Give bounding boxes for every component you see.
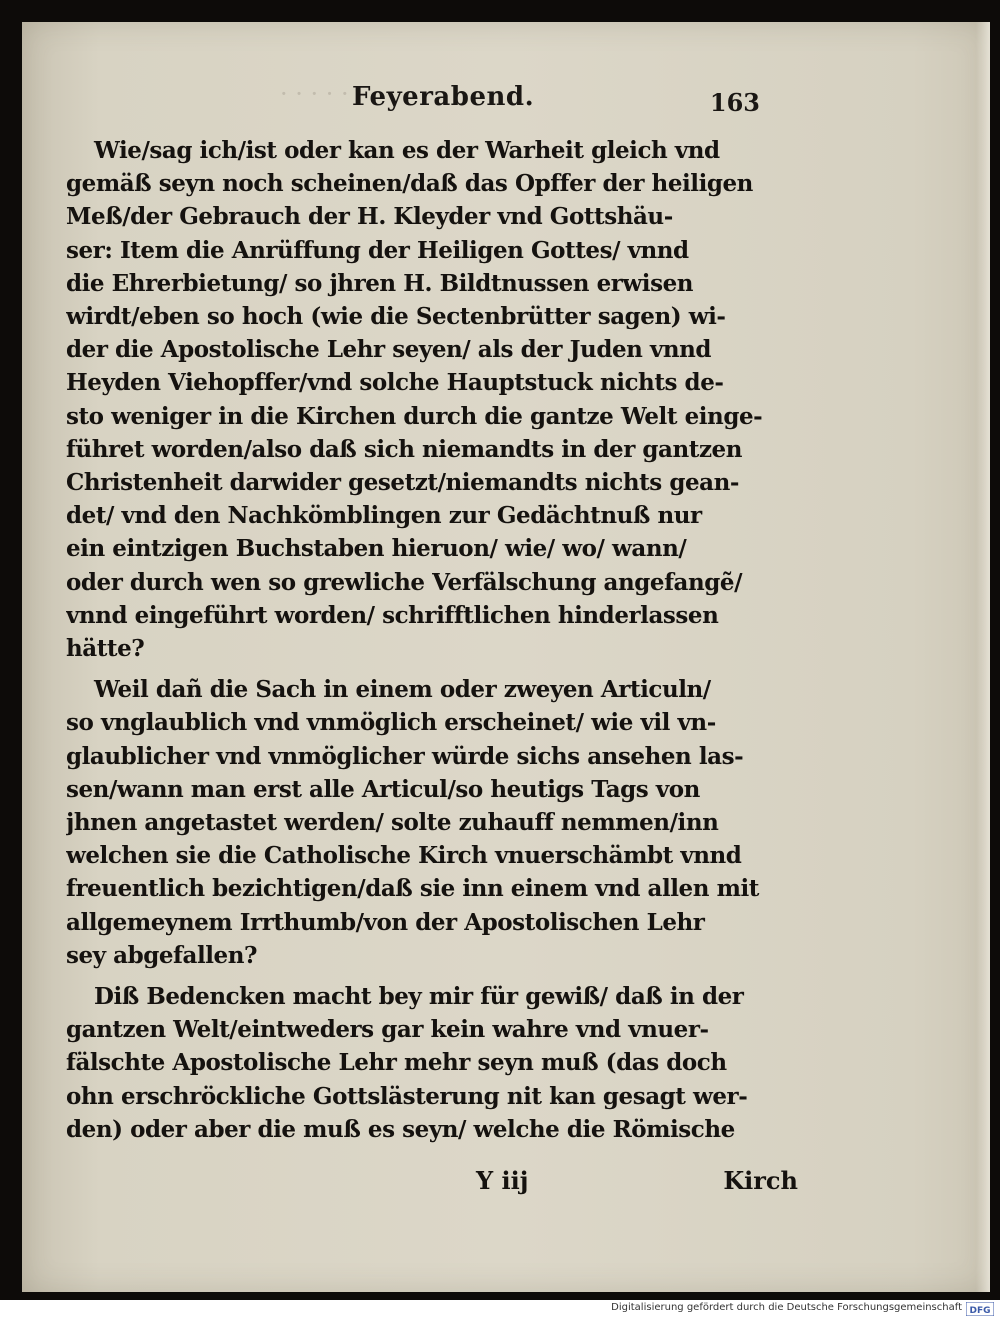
text-line: welchen sie die Catholische Kirch vnuerschämbt vnnd: [66, 842, 742, 870]
text-line: Heyden Viehopffer/vnd solche Hauptstuck nichts de-: [66, 369, 724, 397]
text-line: ser: Item die Anrüffung der Heiligen Gottes/ vnnd: [66, 236, 689, 264]
running-head: Feyerabend.: [352, 82, 535, 112]
text-line: gantzen Welt/eintweders gar kein wahre vnd vnuer-: [66, 1016, 709, 1044]
text-line: den) oder aber die muß es seyn/ welche die Römische: [66, 1115, 735, 1143]
text-line: sto weniger in die Kirchen durch die gantze Welt einge-: [66, 402, 763, 430]
text-line: Weil dañ die Sach in einem oder zweyen Articuln/: [94, 676, 711, 704]
text-line: so vnglaublich vnd vnmöglich erscheinet/ wie vil vn-: [66, 709, 716, 737]
page-number: 163: [709, 88, 760, 117]
dfg-logo-icon: [966, 1302, 994, 1316]
text-line: der die Apostolische Lehr seyen/ als der Juden vnnd: [66, 336, 712, 364]
text-line: allgemeynem Irrthumb/von der Apostolischen Lehr: [66, 908, 705, 936]
paragraph: [66, 673, 798, 972]
text-line: freuentlich bezichtigen/daß sie inn einem vnd allen mit: [66, 875, 759, 903]
signature-mark: Y iij: [476, 1166, 529, 1195]
text-line: führet worden/also daß sich niemandts in der gantzen: [66, 435, 743, 463]
digitization-credit: Digitalisierung gefördert durch die Deutsche Forschungsgemeinschaft: [611, 1302, 962, 1313]
text-line: det/ vnd den Nachkömblingen zur Gedächtnuß nur: [66, 502, 702, 530]
page-footer: [66, 1166, 798, 1200]
text-line: fälschte Apostolische Lehr mehr seyn muß (das doch: [66, 1049, 727, 1077]
text-line: wirdt/eben so hoch (wie die Sectenbrütter sagen) wi-: [66, 303, 726, 331]
book-page: [22, 22, 990, 1292]
text-line: Christenheit darwider gesetzt/niemandts nichts gean-: [66, 469, 739, 497]
text-line: hätte?: [66, 635, 145, 663]
text-line: sey abgefallen?: [66, 941, 258, 969]
paragraph: [66, 980, 798, 1146]
text-line: vnnd eingeführt worden/ schrifftlichen hinderlassen: [66, 601, 719, 629]
text-line: jhnen angetastet werden/ solte zuhauff nemmen/inn: [66, 809, 719, 837]
text-line: gemäß seyn noch scheinen/daß das Opffer der heiligen: [66, 170, 753, 198]
text-line: glaublicher vnd vnmöglicher würde sichs ansehen las-: [66, 742, 744, 770]
text-line: Wie/sag ich/ist oder kan es der Warheit gleich vnd: [94, 137, 720, 164]
body-text: [66, 134, 798, 1154]
page-edge: [976, 22, 990, 1292]
text-line: die Ehrerbietung/ so jhren H. Bildtnussen erwisen: [66, 269, 694, 297]
text-line: oder durch wen so grewliche Verfälschung angefangẽ/: [66, 568, 743, 596]
text-line: ein eintzigen Buchstaben hieruon/ wie/ wo/ wann/: [66, 535, 687, 563]
text-line: Diß Bedencken macht bey mir für gewiß/ daß in der: [94, 983, 744, 1011]
text-line: sen/wann man erst alle Articul/so heutigs Tags von: [66, 775, 700, 803]
catchword: Kirch: [723, 1166, 798, 1195]
show-through-text: · · · · ·: [280, 80, 349, 108]
text-line: Meß/der Gebrauch der H. Kleyder vnd Gottshäu-: [66, 203, 673, 231]
text-line: ohn erschröckliche Gottslästerung nit kan gesagt wer-: [66, 1082, 748, 1110]
paragraph: [66, 134, 798, 665]
dfg-logo-text: DFG: [969, 1306, 991, 1316]
